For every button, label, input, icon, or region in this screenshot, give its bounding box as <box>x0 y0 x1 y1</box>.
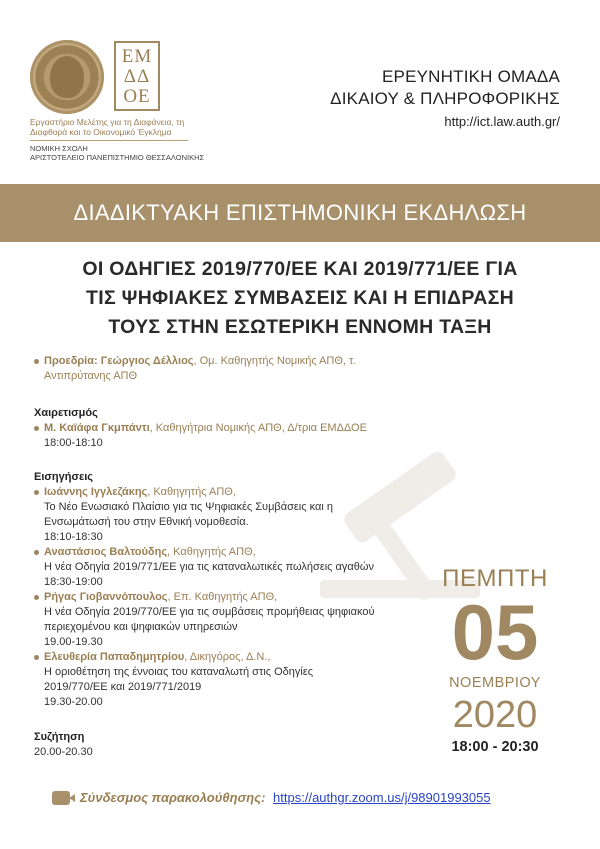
talk-topic: περιεχομένου και ψηφιακών υπηρεσιών <box>44 621 238 633</box>
event-weekday: ΠΕΜΠΤΗ <box>442 565 548 592</box>
stream-link-label: Σύνδεσμος παρακολούθησης: <box>80 790 266 805</box>
chair-role-cont: Αντιπρύτανης ΑΠΘ <box>44 370 138 382</box>
talk-topic: Ενσωμάτωσή του στην Εθνική νομοθεσία. <box>44 516 249 528</box>
talk-time: 19.00-19.30 <box>44 636 103 648</box>
event-title <box>0 255 600 342</box>
group-line-1: ΕΡΕΥΝΗΤΙΚΗ ΟΜΑΔΑ <box>382 67 560 86</box>
title-line-3: ΤΟΥΣ ΣΤΗΝ ΕΣΩΤΕΡΙΚΗ ΕΝΝΟΜΗ ΤΑΞΗ <box>108 316 492 338</box>
speaker-role: , Επ. Καθηγητής ΑΠΘ, <box>167 591 278 603</box>
title-line-2: ΤΙΣ ΨΗΦΙΑΚΕΣ ΣΥΜΒΑΣΕΙΣ ΚΑΙ Η ΕΠΙΔΡΑΣΗ <box>86 287 514 309</box>
chair-name: Γεώργιος Δέλλιος <box>100 355 194 367</box>
speaker-role: , Καθηγητής ΑΠΘ, <box>147 486 236 498</box>
emddoe-line-3: ΟΕ <box>123 86 151 107</box>
talk-topic: Η νέα Οδηγία 2019/771/ΕΕ για τις καταναλωτικές πωλήσεις αγαθών <box>44 561 374 573</box>
talk-time: 18:30-19:00 <box>44 576 103 588</box>
lab-name: Εργαστήριο Μελέτης για τη Διαφάνεια, τη Διαφθορά και το Οικονομικό Έγκλημα <box>30 117 185 137</box>
chair-entry <box>34 354 414 369</box>
talk-entry <box>34 485 414 500</box>
emddoe-logo <box>114 41 160 111</box>
talk-topic: Η οριοθέτηση της έννοιας του καταναλωτή στις Οδηγίες <box>44 666 314 678</box>
school-name <box>30 144 210 162</box>
research-group <box>330 66 560 110</box>
title-line-1: ΟΙ ΟΔΗΓΙΕΣ 2019/770/ΕΕ ΚΑΙ 2019/771/ΕΕ ΓΙΑ <box>82 258 518 280</box>
stream-link[interactable]: https://authgr.zoom.us/j/98901993055 <box>273 790 491 805</box>
greeting-name: Μ. Καϊάφα Γκμπάντι <box>44 422 150 434</box>
talk-time: 18:10-18:30 <box>44 531 103 543</box>
greeting-role: , Καθηγήτρια Νομικής ΑΠΘ, Δ/τρια ΕΜΔΔΟΕ <box>149 422 367 434</box>
discussion-heading: Συζήτηση <box>34 731 85 743</box>
emddoe-line-2: ΔΔ <box>123 66 151 87</box>
speaker-name: Ρήγας Γιοβαννόπουλος <box>44 591 168 603</box>
talks-heading: Εισηγήσεις <box>34 471 93 483</box>
chair-role: , Ομ. Καθηγητής Νομικής ΑΠΘ, τ. <box>193 355 357 367</box>
speaker-role: , Καθηγητής ΑΠΘ, <box>167 546 256 558</box>
speaker-name: Ιωάννης Ιγγλεζάκης <box>44 486 148 498</box>
group-line-2: ΔΙΚΑΙΟΥ & ΠΛΗΡΟΦΟΡΙΚΗΣ <box>330 89 560 108</box>
video-camera-icon <box>52 791 70 805</box>
group-url-link[interactable]: http://ict.law.auth.gr/ <box>444 114 560 129</box>
greeting-heading: Χαιρετισμός <box>34 407 98 419</box>
event-month: ΝΟΕΜΒΡΙΟΥ <box>449 675 541 691</box>
event-day: 05 <box>451 588 539 676</box>
event-time: 18:00 - 20:30 <box>451 739 539 755</box>
greeting-time: 18:00-18:10 <box>44 437 103 449</box>
program <box>34 354 414 760</box>
greeting-entry <box>34 421 414 436</box>
event-year: 2020 <box>452 694 538 736</box>
speaker-name: Ελευθερία Παπαδημητρίου <box>44 651 185 663</box>
chair-label: Προεδρία: <box>44 355 98 367</box>
event-type-banner: ΔΙΑΔΙΚΤΥΑΚΗ ΕΠΙΣΤΗΜΟΝΙΚΗ ΕΚΔΗΛΩΣΗ <box>0 184 600 242</box>
talk-entry <box>34 545 414 560</box>
emddoe-line-1: ΕΜ <box>121 46 153 67</box>
divider <box>30 140 188 141</box>
discussion-time: 20.00-20.30 <box>34 746 93 758</box>
speaker-name: Αναστάσιος Βαλτούδης <box>44 546 168 558</box>
talk-topic: Το Νέο Ενωσιακό Πλαίσιο για τις Ψηφιακές Συμβάσεις και η <box>44 501 333 513</box>
stream-link-row <box>80 790 491 805</box>
talk-topic: Η νέα Οδηγία 2019/770/ΕΕ για τις συμβάσεις προμήθειας ψηφιακού <box>44 606 375 618</box>
school-line-1: ΝΟΜΙΚΗ ΣΧΟΛΗ <box>30 144 88 153</box>
school-line-2: ΑΡΙΣΤΟΤΕΛΕΙΟ ΠΑΝΕΠΙΣΤΗΜΙΟ ΘΕΣΣΑΛΟΝΙΚΗΣ <box>30 153 205 162</box>
talk-topic: 2019/770/ΕΕ και 2019/771/2019 <box>44 681 202 693</box>
talk-entry <box>34 650 414 665</box>
talk-time: 19.30-20.00 <box>44 696 103 708</box>
talk-entry <box>34 590 414 605</box>
university-seal-logo <box>30 40 104 114</box>
speaker-role: , Δικηγόρος, Δ.Ν., <box>184 651 271 663</box>
